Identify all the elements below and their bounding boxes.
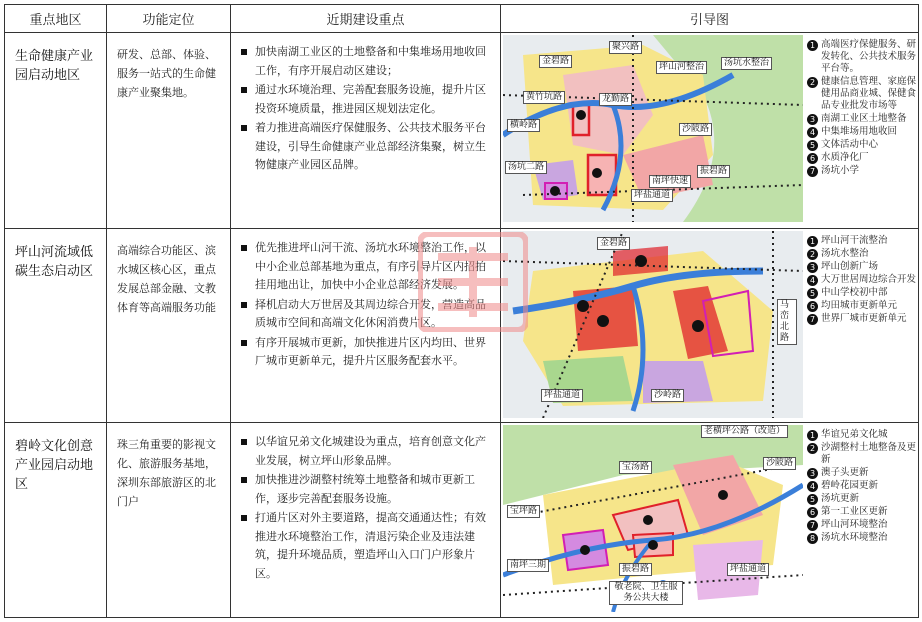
legend-item: 1 坪山河干流整治 xyxy=(807,235,917,247)
map-label: 坪山河整治 xyxy=(656,61,707,74)
table-row xyxy=(5,229,919,423)
map-label: 黄竹坑路 xyxy=(523,91,565,104)
legend-item: 5 汤坑更新 xyxy=(807,493,917,505)
guide-cell xyxy=(501,229,919,423)
map-label: 汤坑水整治 xyxy=(721,57,772,70)
legend-item: 4 大万世居周边综合开发 xyxy=(807,274,917,286)
function-text: 高端综合功能区、滨水城区核心区，重点发展总部金融、文教体育等高端服务功能 xyxy=(107,229,231,423)
focus-item: 以华谊兄弟文化城建设为重点，培育创意文化产业发展，树立坪山形象品牌。 xyxy=(239,433,492,470)
map-label: 金碧路 xyxy=(597,237,630,250)
table-row xyxy=(5,33,919,229)
map-label: 金碧路 xyxy=(539,55,572,68)
focus-item: 有序开展城市更新，加快推进片区内均田、世界厂城市更新单元，提升片区服务配套水平。 xyxy=(239,334,492,371)
map-legend xyxy=(807,39,917,178)
guide-cell xyxy=(501,33,919,229)
map-label: 横岭路 xyxy=(507,119,540,132)
header-function: 功能定位 xyxy=(107,5,231,33)
legend-item: 7 汤坑小学 xyxy=(807,165,917,177)
table-row xyxy=(5,423,919,618)
legend-item: 2 沙湖整村土地整备及更新 xyxy=(807,442,917,466)
focus-item: 加快南湖工业区的土地整备和中集堆场用地收回工作，有序开展启动区建设； xyxy=(239,43,492,80)
legend-item: 6 水质净化厂 xyxy=(807,152,917,164)
header-guide-map: 引导图 xyxy=(501,5,919,33)
zone-name: 生命健康产业园启动地区 xyxy=(5,33,107,229)
planning-table xyxy=(4,4,919,618)
focus-cell xyxy=(231,229,501,423)
map-label: 宝坪路 xyxy=(507,505,540,518)
legend-item: 4 碧岭花园更新 xyxy=(807,480,917,492)
focus-item: 通过水环境治理、完善配套服务设施，提升片区投资环境质量，推进园区规划法定化。 xyxy=(239,81,492,118)
legend-item: 2 汤坑水整治 xyxy=(807,248,917,260)
header-zone: 重点地区 xyxy=(5,5,107,33)
map-label: 南坪三期 xyxy=(507,559,549,572)
legend-item: 6 第一工业区更新 xyxy=(807,506,917,518)
map-label: 聚兴路 xyxy=(609,41,642,54)
map-label: 汤坑二路 xyxy=(505,161,547,174)
map-label: 坪盐通道 xyxy=(631,189,673,202)
map-label: 宝汤路 xyxy=(619,461,652,474)
legend-item: 5 中山学校初中部 xyxy=(807,287,917,299)
focus-item: 打通片区对外主要道路，提高交通通达性；有效推进水环境整治工作，清退污染企业及违法建筑，提升环境品质，塑造坪山入口门户形象片区。 xyxy=(239,509,492,583)
focus-cell xyxy=(231,423,501,618)
map-label: 坪盐通道 xyxy=(541,389,583,402)
map-legend xyxy=(807,429,917,545)
legend-item: 8 汤坑水环境整治 xyxy=(807,532,917,544)
legend-item: 7 坪山河环境整治 xyxy=(807,519,917,531)
focus-cell xyxy=(231,33,501,229)
legend-item: 3 澳子头更新 xyxy=(807,467,917,479)
function-text: 研发、总部、体验、服务一站式的生命健康产业聚集地。 xyxy=(107,33,231,229)
header-row xyxy=(5,5,919,33)
map-legend xyxy=(807,235,917,326)
legend-item: 1 高端医疗保健服务、研发转化、公共技术服务平台等。 xyxy=(807,39,917,75)
map-label: 老横坪公路（改造） xyxy=(701,425,788,438)
map-label: 南坪快速 xyxy=(649,175,691,188)
map-label: 龙勤路 xyxy=(599,93,632,106)
focus-item: 着力推进高端医疗保健服务、公共技术服务平台建设，引导生命健康产业总部经济集聚，树立生物健康产业园区品牌。 xyxy=(239,119,492,175)
guide-cell xyxy=(501,423,919,618)
legend-item: 1 华谊兄弟文化城 xyxy=(807,429,917,441)
map-label: 马峦北路 xyxy=(777,299,797,345)
header-focus: 近期建设重点 xyxy=(231,5,501,33)
zone-name: 坪山河流域低碳生态启动区 xyxy=(5,229,107,423)
focus-item: 加快推进沙湖整村统筹土地整备和城市更新工作，逐步完善配套服务设施。 xyxy=(239,471,492,508)
map-label: 沙陂路 xyxy=(679,123,712,136)
map-label: 坪盐通道 xyxy=(727,563,769,576)
legend-item: 3 南湖工业区土地整备 xyxy=(807,113,917,125)
legend-item: 3 坪山创新广场 xyxy=(807,261,917,273)
focus-item: 择机启动大万世居及其周边综合开发，营造高品质城市空间和高端文化休闲消费片区。 xyxy=(239,296,492,333)
map-label: 振碧路 xyxy=(697,165,730,178)
legend-item: 5 文体活动中心 xyxy=(807,139,917,151)
legend-item: 4 中集堆场用地收回 xyxy=(807,126,917,138)
map-label: 振碧路 xyxy=(619,563,652,576)
map-label: 沙陂路 xyxy=(763,457,796,470)
map-label: 沙岭路 xyxy=(651,389,684,402)
zone-name: 碧岭文化创意产业园启动地区 xyxy=(5,423,107,618)
legend-item: 6 均田城市更新单元 xyxy=(807,300,917,312)
legend-item: 2 健康信息管理、家庭保健用品商业城、保健食品专业批发市场等 xyxy=(807,76,917,112)
function-text: 珠三角重要的影视文化、旅游服务基地，深圳东部旅游区的北门户 xyxy=(107,423,231,618)
legend-item: 7 世界厂城市更新单元 xyxy=(807,313,917,325)
focus-item: 优先推进坪山河干流、汤坑水环境整治工作，以中小企业总部基地为重点，有序引导片区内招拍挂用地出让，加快中小企业总部经济发展。 xyxy=(239,239,492,295)
map-label: 敬老院、卫生服务公共大楼 xyxy=(609,581,683,605)
